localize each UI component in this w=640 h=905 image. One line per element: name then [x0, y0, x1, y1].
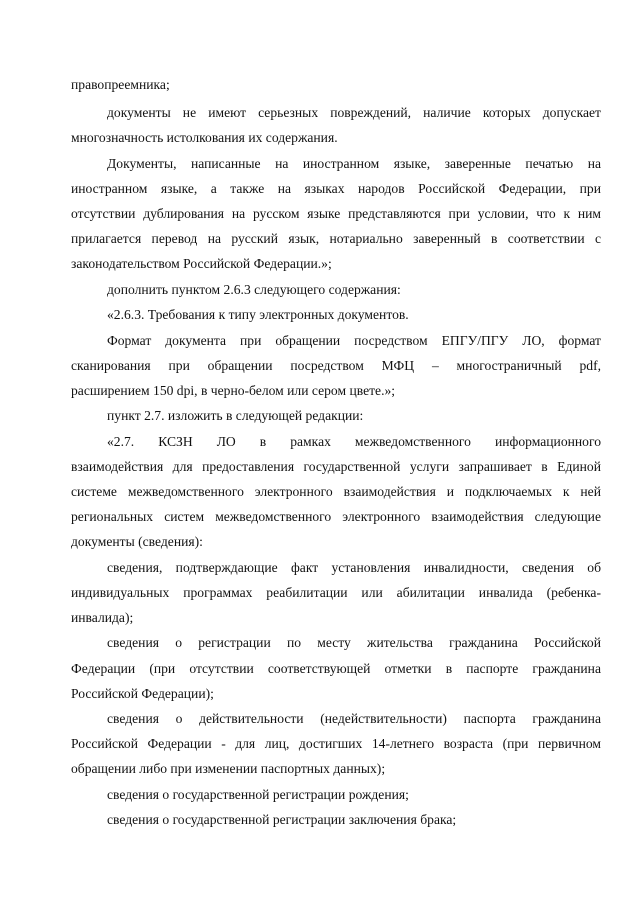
text-line: пункт 2.7. изложить в следующей редакции: — [107, 408, 364, 423]
text-line: «2.7. КСЗН ЛО в рамках межведомственного информационного — [107, 434, 601, 449]
text-line: Федерации (при отсутствии соответствующей отметки в паспорте гражданина — [71, 661, 601, 676]
text-line: отсутствии дублирования на русском языке представляются при условии, что к ним — [71, 206, 601, 221]
text-line: «2.6.3. Требования к типу электронных документов. — [107, 307, 409, 322]
text-line: правопреемника; — [71, 77, 170, 92]
text-line: сведения, подтверждающие факт установления инвалидности, сведения об — [107, 560, 601, 575]
text-line: Формат документа при обращении посредством ЕПГУ/ПГУ ЛО, формат — [107, 333, 601, 348]
text-line: сведения о регистрации по месту жительства гражданина Российской — [107, 635, 601, 650]
text-line: документы не имеют серьезных повреждений, наличие которых допускает — [107, 105, 601, 120]
text-line: Российской Федерации); — [71, 686, 214, 701]
text-line: инвалида); — [71, 610, 134, 625]
text-line: прилагается перевод на русский язык, нотариально заверенный в соответствии с — [71, 231, 601, 246]
text-line: сведения о государственной регистрации рождения; — [107, 787, 409, 802]
text-line: взаимодействия для предоставления государственной услуги запрашивает в Единой — [71, 459, 601, 474]
text-line: Документы, написанные на иностранном языке, заверенные печатью на — [107, 156, 601, 171]
text-line: законодательством Российской Федерации.»; — [71, 256, 332, 271]
text-line: дополнить пунктом 2.6.3 следующего содержания: — [107, 282, 401, 297]
text-line: системе межведомственного электронного взаимодействия и подключаемых к ней — [71, 484, 601, 499]
text-line: сведения о государственной регистрации заключения брака; — [107, 812, 457, 827]
text-line: документы (сведения): — [71, 534, 203, 549]
text-line: сведения о действительности (недействительности) паспорта гражданина — [107, 711, 601, 726]
text-line: сканирования при обращении посредством МФЦ – многостраничный pdf, — [71, 358, 601, 373]
text-line: региональных систем межведомственного электронного взаимодействия следующие — [71, 509, 601, 524]
text-line: индивидуальных программах реабилитации или абилитации инвалида (ребенка- — [71, 585, 601, 600]
text-line: расширением 150 dpi, в черно-белом или сером цвете.»; — [71, 383, 396, 398]
text-line: Российской Федерации - для лиц, достигших 14-летнего возраста (при первичном — [71, 736, 601, 751]
text-line: многозначность истолкования их содержания. — [71, 130, 338, 145]
text-line: иностранном языке, а также на языках народов Российской Федерации, при — [71, 181, 601, 196]
text-line: обращении либо при изменении паспортных данных); — [71, 761, 386, 776]
